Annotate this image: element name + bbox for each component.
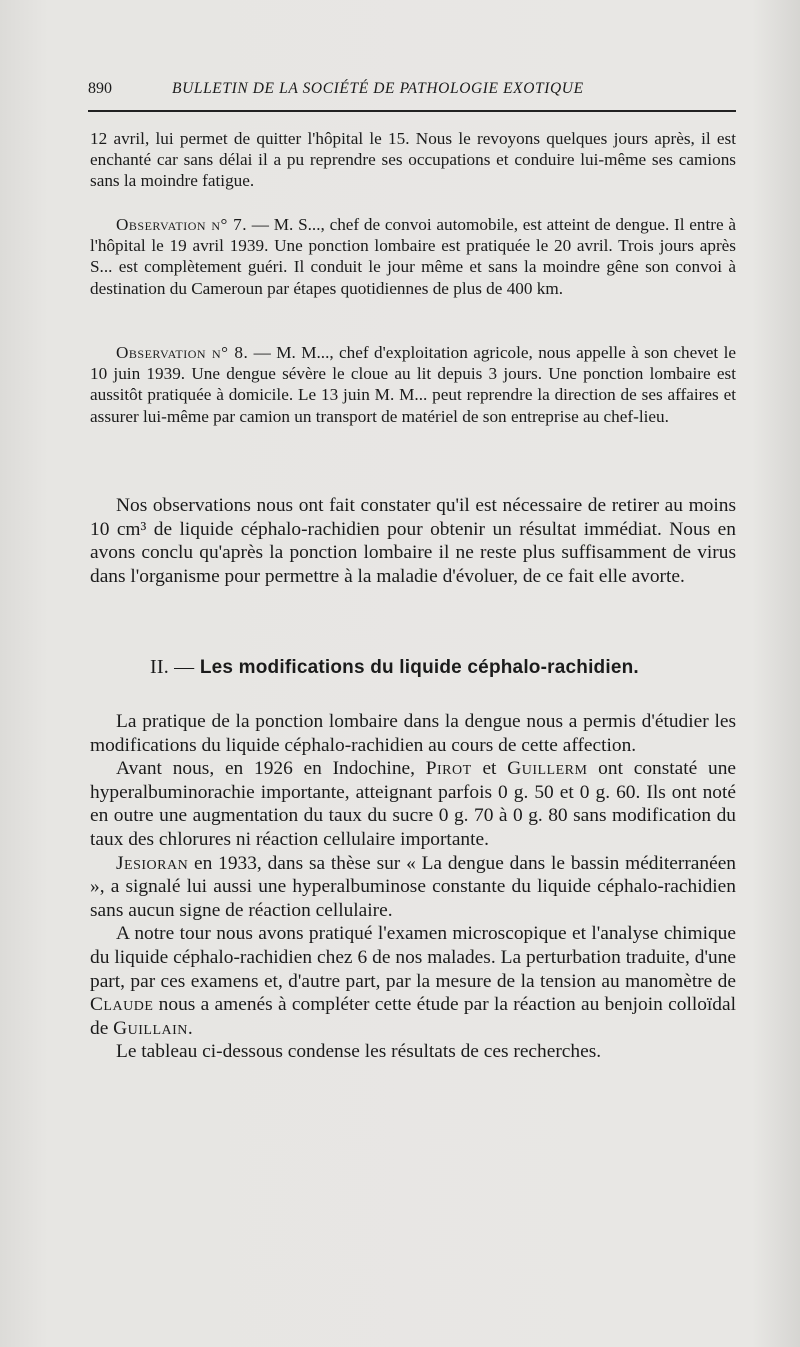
paragraph-3: Jesioran en 1933, dans sa thèse sur « La dengue dans le bassin méditerranéen », a signalé lui aussi une hyperalbuminose constante du liquide céphalo-rachidien sans aucun signe de réaction cellulaire.: [90, 852, 736, 921]
section-number: II. —: [150, 656, 195, 678]
observation-7: [90, 214, 736, 299]
author-pirot: Pirot: [425, 758, 472, 780]
continuation-text: 12 avril, lui permet de quitter l'hôpital le 15. Nous le revoyons quelques jours après, il est enchanté car sans délai il a pu reprendre ses occupations et conduire lui-même ses camions sans la moindre fatigue.: [90, 129, 736, 191]
continuation-paragraph: [90, 128, 736, 192]
section-title: Les modifications du liquide céphalo-rachidien.: [199, 657, 639, 678]
section-body: [90, 710, 736, 1064]
author-guillerm: Guillerm: [507, 758, 588, 780]
header-rule: [88, 110, 736, 112]
conclusion-text: Nos observations nous ont fait constater qu'il est nécessaire de retirer au moins 10 cm³ de liquide céphalo-rachidien pour obtenir un résultat immédiat. Nous en avons conclu qu'après la ponction lombaire il ne reste plus suffisamment de virus dans l'organisme pour permettre à la maladie d'évoluer, de ce fait elle avorte.: [90, 495, 736, 587]
section-heading: [150, 656, 736, 679]
paragraph-5: Le tableau ci-dessous condense les résultats de ces recherches.: [116, 1041, 602, 1063]
observation-7-text: — M. S..., chef de convoi automobile, est atteint de dengue. Il entre à l'hôpital le 19 avril 1939. Une ponction lombaire est pratiquée le 20 avril. Trois jours après S... est complètement guéri. Il conduit le jour même et sans la moindre gêne son convoi à destination du Cameroun par étapes quotidiennes de plus de 400 km.: [90, 215, 736, 298]
author-claude: Claude: [90, 994, 154, 1016]
paragraph-2: Avant nous, en 1926 en Indochine, Pirot et Guillerm ont constaté une hyperalbuminorachie importante, atteignant parfois 0 g. 50 et 0 g. 60. Ils ont noté en outre une augmentation du taux du sucre 0 g. 70 à 0 g. 80 sans modification du taux des chlorures ni réaction cellulaire importante.: [90, 758, 736, 850]
author-jesioran: Jesioran: [116, 852, 189, 874]
observation-8-label: Observation n° 8.: [116, 343, 249, 362]
page-header: [88, 80, 736, 104]
observation-7-label: Observation n° 7.: [116, 215, 248, 234]
author-guillain: Guillain: [113, 1017, 188, 1039]
page-number: 890: [88, 80, 112, 97]
observation-8: [90, 342, 736, 427]
conclusion-paragraph: [90, 494, 736, 588]
observation-8-text: — M. M..., chef d'exploitation agricole, nous appelle à son chevet le 10 juin 1939. Une dengue sévère le cloue au lit depuis 3 jours. Une ponction lombaire est aussitôt pratiquée à domicile. Le 13 juin M. M... peut reprendre la direction de ses affaires et assurer lui-même par camion un transport de matériel de son entreprise au chef-lieu.: [90, 343, 736, 426]
paragraph-4: A notre tour nous avons pratiqué l'examen microscopique et l'analyse chimique du liquide céphalo-rachidien chez 6 de nos malades. La perturbation traduite, d'une part, par ces examens et, d'autre part, par la mesure de la tension au manomètre de Claude nous a amenés à compléter cette étude par la réaction au benjoin colloïdal de Guillain.: [90, 923, 736, 1039]
running-title: BULLETIN DE LA SOCIÉTÉ DE PATHOLOGIE EXOTIQUE: [172, 80, 584, 97]
paragraph-1: La pratique de la ponction lombaire dans la dengue nous a permis d'étudier les modifications du liquide céphalo-rachidien au cours de cette affection.: [90, 711, 736, 756]
